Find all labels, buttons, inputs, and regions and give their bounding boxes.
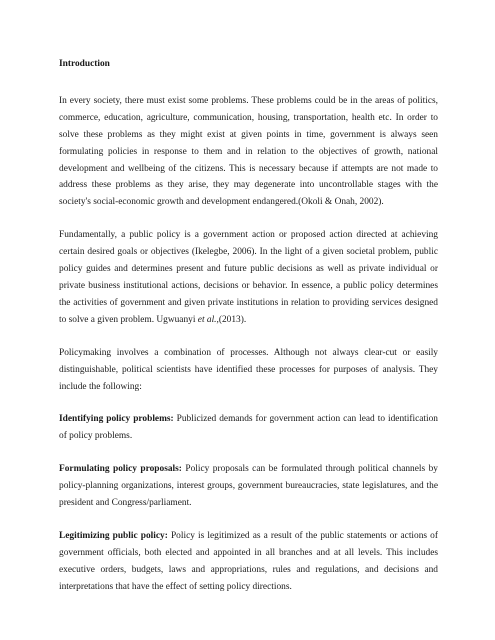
paragraph-public-policy-text: Fundamentally, a public policy is a government action or proposed action directed at achieving certain desired goals or objectives (Ikelegbe, 2006). In the light of a given societal problem, public policy guides and determines present and future public decisions as well as private individual or private business institutional actions, decisions or behavior. In essence, a public policy determines the activities of government and given private institutions in relation to providing services designed to solve a given problem. Ugwuanyi xyxy=(59,230,438,325)
spacer xyxy=(59,512,438,528)
spacer xyxy=(59,211,438,227)
citation-year: (2013). xyxy=(218,314,247,325)
identifying-text: Publicized demands for government action can lead to identification of policy problems. xyxy=(59,414,438,442)
paragraph-policymaking: Policymaking involves a combination of processes. Although not always clear-cut or easily distinguishable, political scientists have identified these processes for purposes of analysis. They include the following: xyxy=(59,347,438,392)
spacer xyxy=(59,79,438,93)
spacer xyxy=(59,395,438,411)
identifying-lead: Identifying policy problems: xyxy=(59,414,174,425)
paragraph-formulating xyxy=(59,461,438,512)
paragraph-intro: In every society, there must exist some problems. These problems could be in the areas of politics, commerce, education, agriculture, communication, housing, transportation, health etc. In order to solve these problems as they might exist at given points in time, government is always seen formulating policies in response to them and in relation to the objectives of growth, national development and wellbeing of the citizens. This is necessary because if attempts are not made to address these problems as they arise, they may degenerate into uncontrollable stages with the society's social-economic growth and development endangered.(Okoli & Onah, 2002). xyxy=(59,95,438,208)
spacer xyxy=(59,445,438,461)
legitimizing-lead: Legitimizing public policy: xyxy=(59,530,168,541)
document-page xyxy=(59,56,438,596)
formulating-text: Policy proposals can be formulated through political channels by policy-planning organizations, interest groups, government bureaucracies, state legislatures, and the president and Congress/parliament. xyxy=(59,464,438,509)
section-heading: Introduction xyxy=(59,59,110,69)
spacer xyxy=(59,329,438,345)
citation-et-al: et al., xyxy=(197,314,219,325)
paragraph-legitimizing xyxy=(59,528,438,596)
paragraph-identifying xyxy=(59,411,438,445)
formulating-lead: Formulating policy proposals: xyxy=(59,464,182,475)
paragraph-public-policy xyxy=(59,227,438,328)
legitimizing-text: Policy is legitimized as a result of the public statements or actions of government officials, both elected and appointed in all branches and at all levels. This includes executive orders, budgets, laws and appropriations, rules and regulations, and decisions and interpretations that have the effect of setting policy directions. xyxy=(59,530,438,592)
